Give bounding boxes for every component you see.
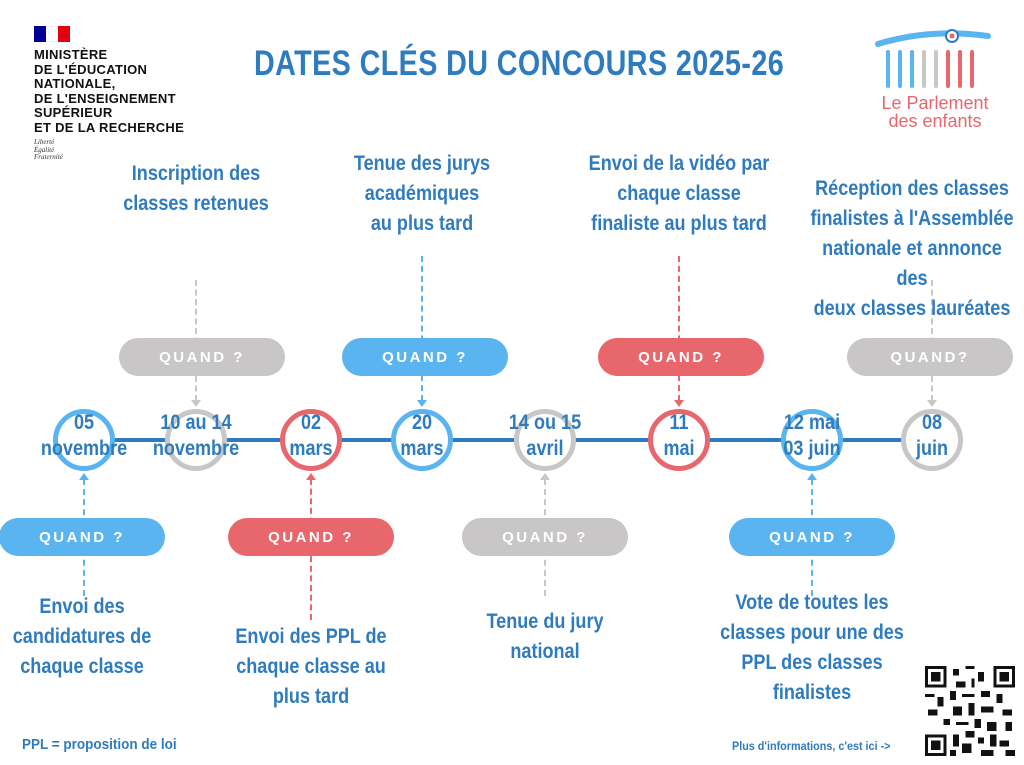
arrow-up-icon [79, 473, 89, 480]
date-08-juin: 08 juin [915, 411, 949, 460]
quand-pill: QUAND ? [228, 518, 394, 556]
date-14-15-avril: 14 ou 15 avril [508, 411, 582, 460]
quand-pill: QUAND ? [119, 338, 285, 376]
arrow-up-icon [540, 473, 550, 480]
quand-pill: QUAND ? [0, 518, 165, 556]
connector-line [678, 256, 680, 401]
event-description: Envoi des PPL de chaque classe au plus tard [235, 625, 387, 708]
page-title: DATES CLÉS DU CONCOURS 2025-26 [254, 44, 785, 83]
parliament-columns-icon [870, 22, 1000, 94]
ministry-name: MINISTÈRE DE L'ÉDUCATION NATIONALE, DE L'ENSEIGNEMENT SUPÉRIEUR ET DE LA RECHERCHE [34, 47, 185, 135]
event-description: Réception des classes finalistes à l'Assemblée nationale et annonce des deux classes lauréates [810, 177, 1014, 320]
quand-pill: QUAND? [847, 338, 1013, 376]
date-02-mars: 02 mars [289, 411, 333, 460]
date-11-mai: 11 mai [663, 411, 695, 460]
arrow-down-icon [674, 400, 684, 407]
quand-pill: QUAND ? [598, 338, 764, 376]
date-05-novembre: 05 novembre [40, 411, 128, 460]
date-10-14-novembre: 10 au 14 novembre [152, 411, 240, 460]
french-flag-icon [34, 26, 70, 42]
date-20-mars: 20 mars [400, 411, 444, 460]
quand-pill: QUAND ? [462, 518, 628, 556]
connector-line [421, 256, 423, 401]
event-description: Inscription des classes retenues [123, 162, 269, 215]
ppl-footnote: PPL = proposition de loi [22, 736, 177, 753]
arrow-up-icon [807, 473, 817, 480]
qr-code-icon[interactable] [925, 666, 1015, 756]
event-description: Envoi de la vidéo par chaque classe finaliste au plus tard [588, 152, 770, 235]
event-description: Tenue des jurys académiques au plus tard [353, 152, 491, 235]
quand-pill: QUAND ? [342, 338, 508, 376]
arrow-down-icon [191, 400, 201, 407]
parlement-brand-name: Le Parlement des enfants [881, 93, 989, 131]
quand-pill: QUAND ? [729, 518, 895, 556]
event-description: Envoi des candidatures de chaque classe [12, 595, 152, 678]
arrow-up-icon [306, 473, 316, 480]
arrow-down-icon [417, 400, 427, 407]
date-12-mai-03-juin: 12 mai 03 juin [783, 411, 841, 460]
arrow-down-icon [927, 400, 937, 407]
republic-motto: Liberté Égalité Fraternité [34, 138, 63, 161]
event-description: Tenue du jury national [486, 610, 604, 663]
ministry-logo [34, 26, 234, 162]
event-description: Vote de toutes les classes pour une des PPL des classes finalistes [720, 591, 904, 704]
parlement-des-enfants-logo [870, 22, 1000, 131]
more-info-link[interactable]: Plus d'informations, c'est ici -> [732, 739, 891, 753]
